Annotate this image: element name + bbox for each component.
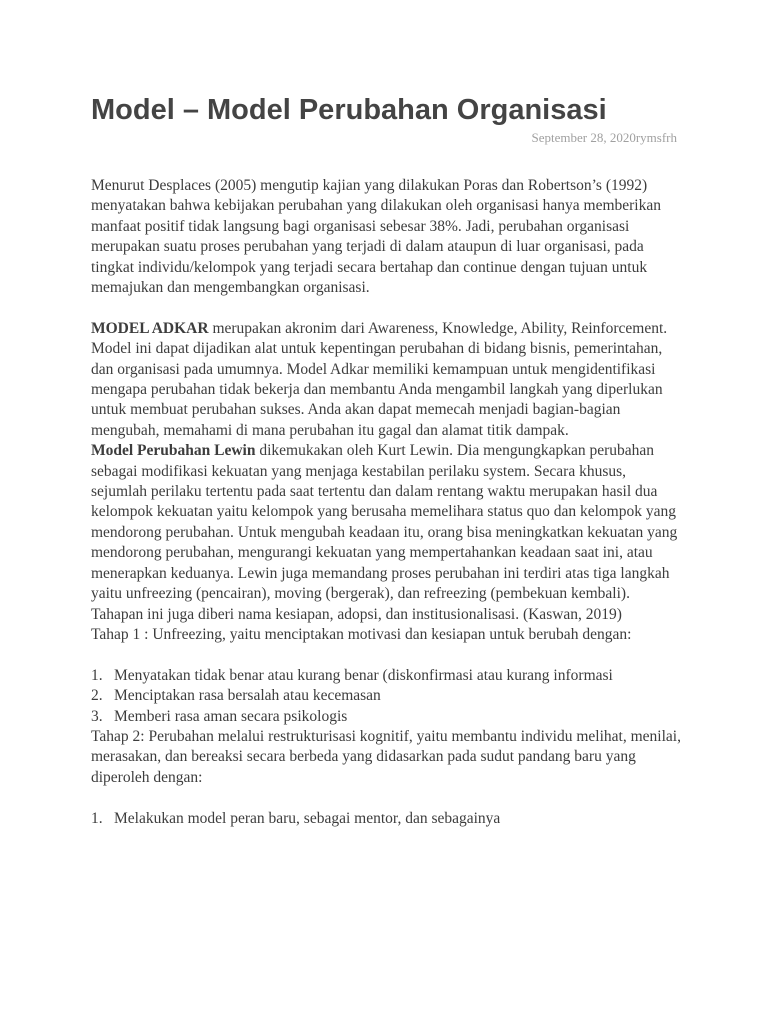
article-body <box>91 176 681 829</box>
list-item: 1. Melakukan model peran baru, sebagai mentor, dan sebagainya <box>91 809 501 827</box>
tahap1-paragraph: Tahap 1 : Unfreezing, yaitu menciptakan motivasi dan kesiapan untuk berubah dengan: <box>91 625 632 643</box>
list-item: 2. Menciptakan rasa bersalah atau kecemasan <box>91 687 381 705</box>
intro-paragraph: Menurut Desplaces (2005) mengutip kajian yang dilakukan Poras dan Robertson’s (1992) menyatakan bahwa kebijakan perubahan yang dilakukan oleh organisasi hanya memberikan manfaat positif tidak langsung bagi organisasi sebesar 38%. Jadi, perubahan organisasi merupakan suatu proses perubahan yang terjadi di dalam ataupun di luar organisasi, pada tingkat individu/kelompok yang terjadi secara bertahap dan continue dengan tujuan untuk memajukan dan mengembangkan organisasi. <box>91 177 661 297</box>
article-title: Model – Model Perubahan Organisasi <box>91 94 607 126</box>
adkar-term: MODEL ADKAR <box>91 319 209 337</box>
lewin-text: dikemukakan oleh Kurt Lewin. Dia mengungkapkan perubahan sebagai modifikasi kekuatan yang menjaga kestabilan perilaku system. Secara khusus, sejumlah perilaku tertentu pada saat tertentu dan dalam rentang waktu merupakan hasil dua kelompok kekuatan yaitu kelompok yang berusaha memelihara status quo dan kelompok yang mendorong perubahan. Untuk mengubah keadaan itu, orang bisa meningkatkan kekuatan yang mendorong perubahan, mengurangi kekuatan yang mempertahankan keadaan saat ini, atau menerapkan keduanya. Lewin juga memandang proses perubahan ini terdiri atas tiga langkah yaitu unfreezing (pencairan), moving (bergerak), dan refreezing (pembekuan kembali). Tahapan ini juga diberi nama kesiapan, adopsi, dan institusionalisasi. (Kaswan, 2019) <box>91 442 678 623</box>
tahap2-list <box>91 809 681 829</box>
lewin-term: Model Perubahan Lewin <box>91 442 256 460</box>
tahap2-paragraph: Tahap 2: Perubahan melalui restrukturisasi kognitif, yaitu membantu individu melihat, menilai, merasakan, dan bereaksi secara berbeda yang didasarkan pada sudut pandang baru yang diperoleh dengan: <box>91 727 681 786</box>
tahap1-list <box>91 666 681 727</box>
adkar-text: merupakan akronim dari Awareness, Knowledge, Ability, Reinforcement. Model ini dapat dijadikan alat untuk kepentingan perubahan di bidang bisnis, pemerintahan, dan organisasi pada umumnya. Model Adkar memiliki kemampuan untuk mengidentifikasi mengapa perubahan tidak bekerja dan membantu Anda mengambil langkah yang diperlukan untuk membuat perubahan sukses. Anda akan dapat memecah menjadi bagian-bagian mengubah, memahami di mana perubahan itu gagal dan alamat titik dampak. <box>91 319 668 439</box>
article-meta: September 28, 2020rymsfrh <box>531 130 677 145</box>
lewin-paragraph <box>91 441 681 625</box>
adkar-paragraph <box>91 319 681 441</box>
list-item: 3. Memberi rasa aman secara psikologis <box>91 707 348 725</box>
list-item: 1. Menyatakan tidak benar atau kurang benar (diskonfirmasi atau kurang informasi <box>91 666 613 684</box>
